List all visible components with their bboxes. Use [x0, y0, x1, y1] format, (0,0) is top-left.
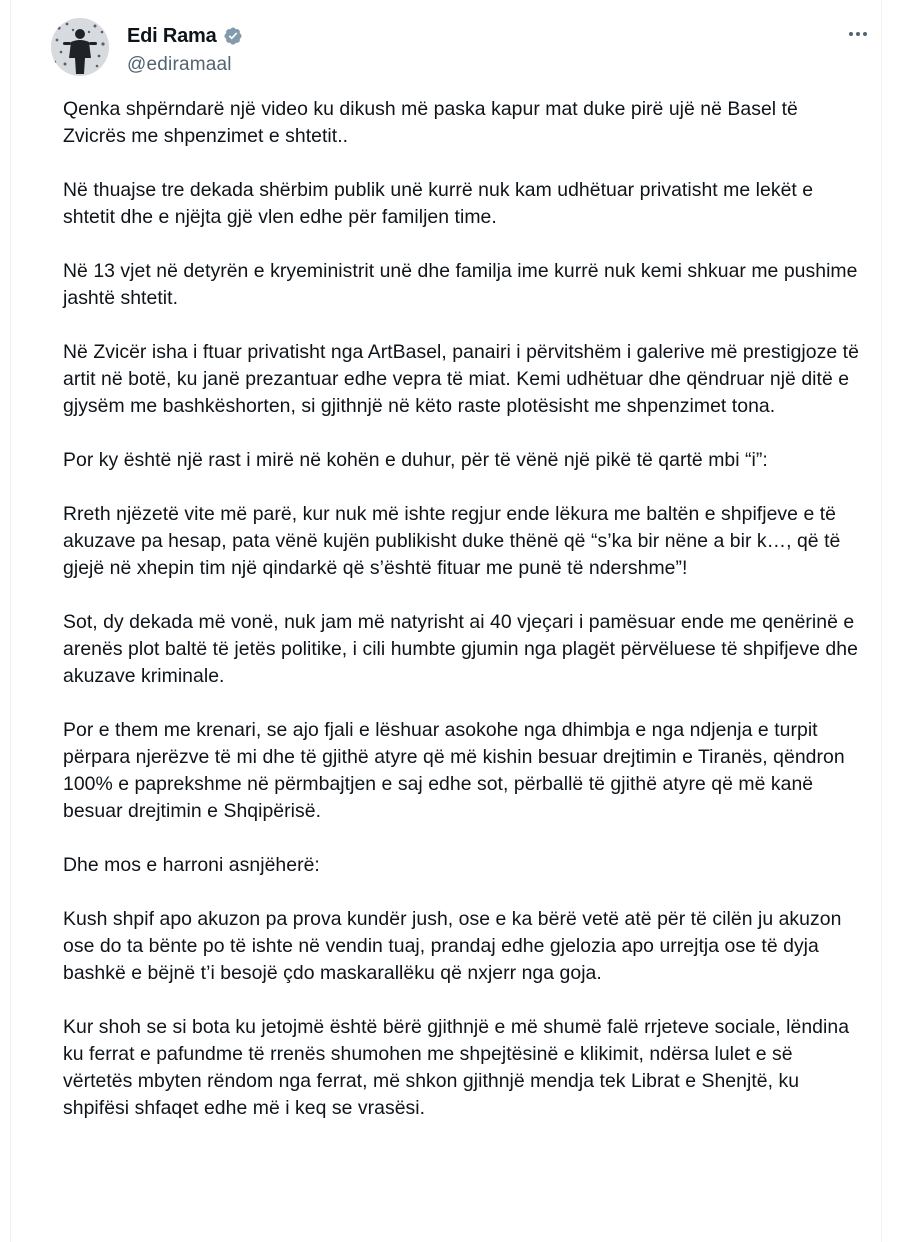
tweet-header	[51, 18, 881, 78]
display-name[interactable]: Edi Rama	[127, 24, 217, 47]
tweet-paragraph: Kur shoh se si bota ku jetojmë është bërë gjithnjë e më shumë falë rrjeteve sociale, lëndina ku ferrat e pafundme të rrenës shumohen me shpejtësinë e klikimit, ndërsa lulet e së vërtetës mbyten rëndom nga ferrat, më shkon gjithnjë mendja tek Librat e Shenjtë, ku shpifësi shfaqet edhe më i keq se vrasësi.	[63, 1016, 850, 1119]
tweet-paragraph: Në 13 vjet në detyrën e kryeministrit unë dhe familja ime kurrë nuk kemi shkuar me pushime jashtë shtetit.	[63, 260, 858, 309]
user-handle[interactable]: @ediramaal	[127, 54, 232, 75]
tweet-paragraph: Sot, dy dekada më vonë, nuk jam më natyrisht ai 40 vjeçari i pamësuar ende me qenërinë e arenës plot baltë të jetës politike, i cili humbte gjumin nga plagët përvëluese të shpifjeve dhe akuzave kriminale.	[63, 611, 858, 687]
avatar[interactable]	[51, 18, 109, 76]
more-options-button[interactable]	[843, 22, 873, 46]
tweet-paragraph: Por ky është një rast i mirë në kohën e duhur, për të vënë një pikë të qartë mbi “i”:	[63, 449, 768, 471]
tweet-paragraph: Kush shpif apo akuzon pa prova kundër jush, ose e ka bërë vetë atë për të cilën ju akuzon ose do ta bënte po të ishte në vendin tuaj, prandaj edhe gjelozia apo urrejtja ose të dyja bashkë e bëjnë t’i besojë çdo maskarallëku që nxjerr nga goja.	[63, 908, 842, 984]
avatar-photo-icon	[51, 18, 109, 76]
tweet-paragraph: Në thuajse tre dekada shërbim publik unë kurrë nuk kam udhëtuar privatisht me lekët e shtetit dhe e njëjta gjë vlen edhe për familjen time.	[63, 179, 814, 228]
tweet-paragraph: Në Zvicër isha i ftuar privatisht nga ArtBasel, panairi i përvitshëm i galerive më prestigjoze të artit në botë, ku janë prezantuar edhe vepra të miat. Kemi udhëtuar dhe qëndruar një ditë e gjysëm me bashkëshorten, si gjithnjë në këto raste plotësisht me shpenzimet tona.	[63, 341, 859, 417]
tweet-paragraph: Qenka shpërndarë një video ku dikush më paska kapur mat duke pirë ujë në Basel të Zvicrës me shpenzimet e shtetit..	[63, 98, 798, 147]
more-horizontal-icon	[849, 32, 853, 36]
more-dot	[863, 32, 867, 36]
tweet-paragraph: Dhe mos e harroni asnjëherë:	[63, 854, 320, 876]
verified-badge-icon	[223, 26, 243, 46]
tweet-paragraph: Rreth njëzetë vite më parë, kur nuk më ishte regjur ende lëkura me baltën e shpifjeve e të akuzave pa hesap, pata vënë kujën publikisht duke thënë që “s’ka bir nëne a bir k…, që të gjejë në xhepin tim një qindarkë që s’është fituar me punë të ndershme”!	[63, 503, 841, 579]
tweet-card	[10, 0, 882, 1242]
tweet-text	[63, 96, 863, 1149]
more-dot	[856, 32, 860, 36]
name-row	[127, 24, 243, 48]
tweet-paragraph: Por e them me krenari, se ajo fjali e lëshuar asokohe nga dhimbja e nga ndjenja e turpit përpara njerëzve të mi dhe të gjithë atyre që më kishin besuar drejtimin e Tiranës, qëndron 100% e paprekshme në përmbajtjen e saj edhe sot, përballë të gjithë atyre që më kanë besuar drejtimin e Shqipërisë.	[63, 719, 845, 822]
author-block	[127, 24, 243, 76]
